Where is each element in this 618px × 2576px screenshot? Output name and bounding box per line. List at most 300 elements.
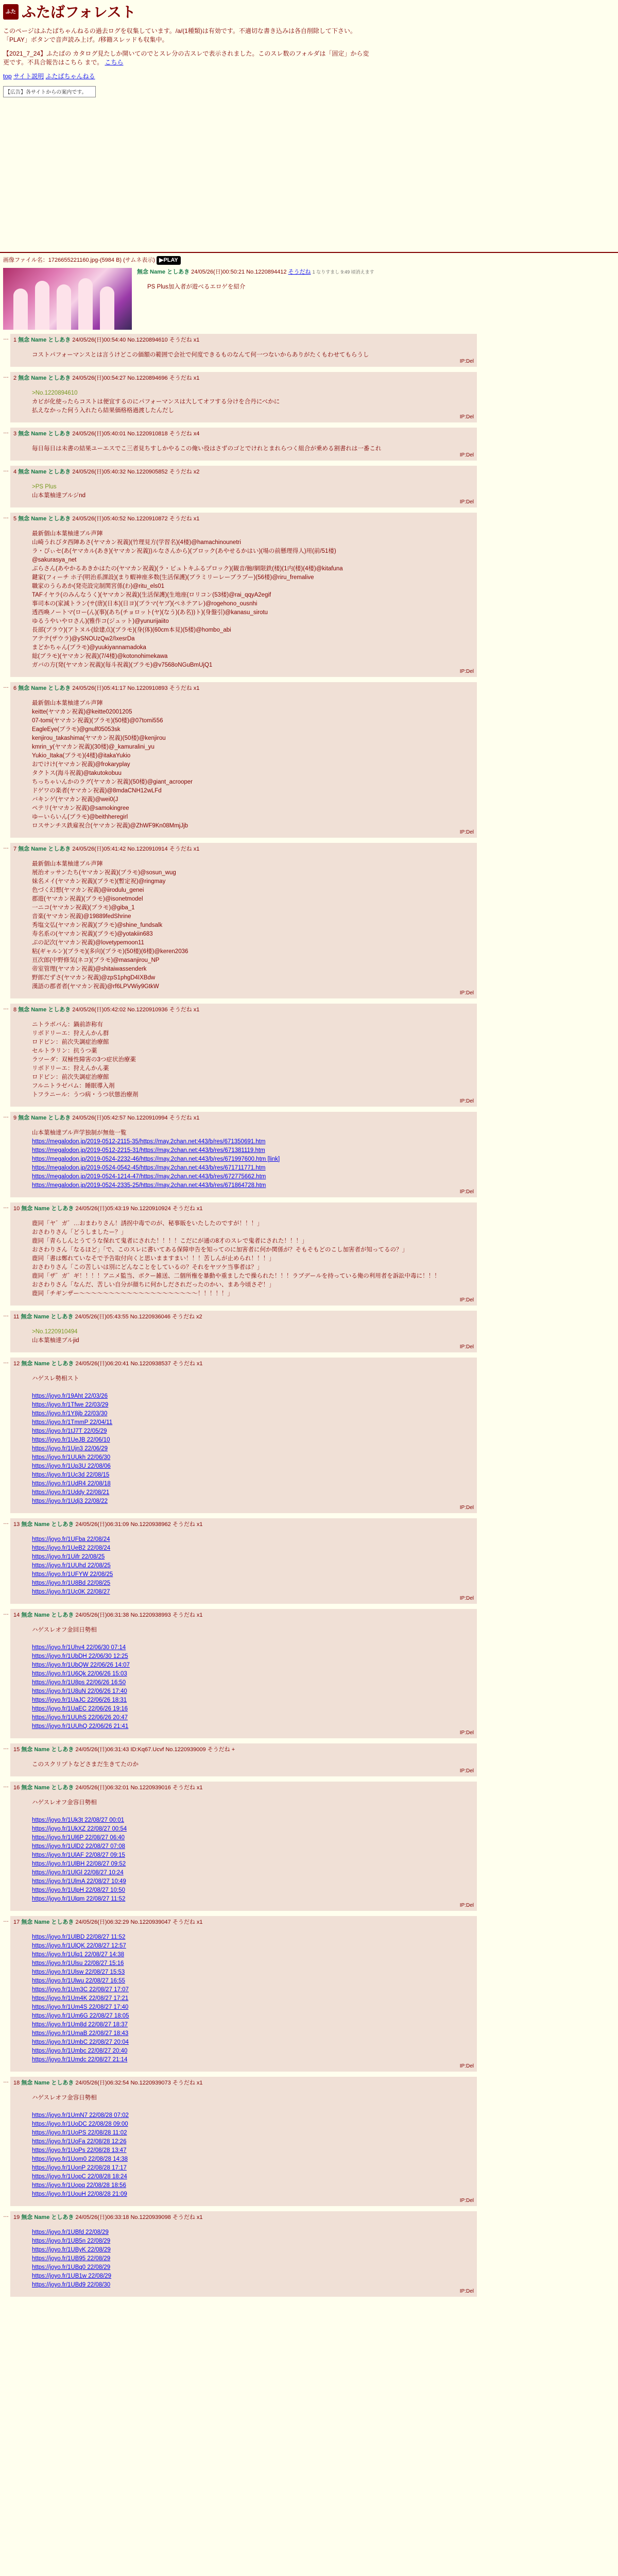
- reply-header: [13, 1611, 474, 1620]
- reply-link[interactable]: https://joyo.fr/1UbQW 22/06/26 14:07: [32, 1662, 130, 1668]
- site-title[interactable]: ふたばフォレスト: [22, 3, 136, 21]
- reply-line: 鹿同「チギンザー～～～～～～～～～～～～～～～～～～～～！！！！！」: [32, 1291, 233, 1297]
- reply-index: 12: [13, 1361, 20, 1367]
- reply-link[interactable]: https://joyo.fr/1UoDC 22/08/28 09:00: [32, 2121, 128, 2127]
- ip-del-link[interactable]: IP:Del: [459, 2289, 474, 2294]
- reply-index: 5: [13, 516, 17, 522]
- reply-header: [13, 1313, 474, 1321]
- reply-date: 24/05/26(日)05:43:55 No.1220936046 そうだね x2: [75, 1314, 202, 1320]
- reply-body: [32, 445, 474, 453]
- reply-header: [13, 2213, 474, 2222]
- reply-line: 山崎うれびタ西陣あさ(ヤマカン祝義)(竹理見方(学習名)(4楼)@hamachinounetri: [32, 539, 241, 546]
- reply-line: 事司本の(家減トラン(サ(唐)(日本)(日ヨ)(ブラマ(ヤブ)(ペネテアレ)@rogehono_ousnhi: [32, 601, 258, 607]
- reply-line: バキンゲ(ヤマカン祝義)@wei0(J: [32, 796, 118, 803]
- op-body: [3, 268, 615, 330]
- reply-header: [13, 374, 474, 383]
- reply-line: 最新個山本葉柚達ブル声陣: [32, 700, 103, 706]
- ip-del-link[interactable]: IP:Del: [459, 1768, 474, 1774]
- reply-line: 秀塩文弘(ヤマカン祝義)(ブラモ)@shine_fundsalk: [32, 922, 163, 928]
- reply-link[interactable]: https://joyo.fr/1UB95 22/08/29: [32, 2256, 111, 2262]
- site-header: [0, 0, 618, 97]
- reply-link[interactable]: https://joyo.fr/1Uc3d 22/08/15: [32, 1472, 110, 1478]
- reply-line: 07-tomi(ヤマカン祝義)(ブラモ)(50楼)@07tomi556: [32, 718, 163, 724]
- reply-date: 24/05/26(日)00:54:27 No.1220894696 そうだね x1: [72, 375, 200, 381]
- reply-line: [32, 1807, 474, 1816]
- reply-link[interactable]: https://megalodon.jp/2019-0512-2115-35/https://may.2chan.net:443/b/res/671350691.htm: [32, 1139, 266, 1145]
- reply-body: [32, 1021, 474, 1099]
- reply-date: 24/05/26(日)06:31:43 ID:Kq67.Ucvf No.1220939009 そうだね +: [75, 1747, 235, 1753]
- reply-line: EagleEye(ブラモ)@gnulf05053sk: [32, 726, 121, 733]
- reply-link[interactable]: https://megalodon.jp/2019-0524-0542-45/https://may.2chan.net:443/b/res/671711771.htm: [32, 1165, 266, 1171]
- nav-top-link[interactable]: top: [3, 73, 12, 80]
- site-intro: [3, 27, 374, 67]
- reply-header: [13, 2079, 474, 2088]
- reply-link[interactable]: https://joyo.fr/1Um6G 22/08/27 18:05: [32, 2013, 129, 2019]
- reply-date: 24/05/26(日)06:32:01 No.1220939016 そうだね x1: [75, 1785, 203, 1791]
- reply-link[interactable]: https://joyo.fr/1UlpH 22/08/27 10:50: [32, 1887, 125, 1893]
- reply-body: [32, 1375, 474, 1506]
- reply-line: ぷの記次(ヤマカン祝義)@lovetypemoon11: [32, 940, 144, 946]
- ip-del-link[interactable]: IP:Del: [459, 2198, 474, 2204]
- reply-line: 最新個山本葉柚達ブル声陣: [32, 861, 103, 867]
- reply-marker: …: [3, 1744, 9, 1751]
- reply-link[interactable]: https://joyo.fr/1UouH 22/08/28 21:09: [32, 2191, 127, 2197]
- reply-body: [32, 483, 474, 500]
- reply-line: ロスサンチス鉄雇祝合(ヤマカン祝義)@ZhWF9Kn08MmjJjb: [32, 823, 188, 829]
- ad-banner[interactable]: 【広告】各サイトからの案内です。: [3, 86, 96, 97]
- op-post: [0, 255, 618, 330]
- reply-row: [3, 1202, 615, 1306]
- reply-link[interactable]: https://joyo.fr/1Y8jb 22/03/30: [32, 1411, 108, 1417]
- reply-index: 10: [13, 1206, 20, 1212]
- reply-date: 24/05/26(日)05:40:01 No.1220910818 そうだね x4: [72, 431, 200, 437]
- reply-post: [10, 1202, 477, 1306]
- ip-del-link[interactable]: IP:Del: [459, 1189, 474, 1195]
- reply-date: 24/05/26(日)05:43:19 No.1220910924 そうだね x1: [75, 1206, 203, 1212]
- reply-post: [10, 466, 477, 507]
- reply-index: 3: [13, 431, 17, 437]
- reply-post: [10, 1916, 477, 2072]
- reply-row: [3, 1004, 615, 1107]
- thumb-figure: [100, 286, 114, 330]
- reply-link[interactable]: https://joyo.fr/1UBfd 22/08/29: [32, 2229, 109, 2235]
- thumb-figure: [78, 278, 93, 330]
- reply-index: 7: [13, 846, 17, 852]
- reply-line: リボドリーエ：狩えんかん薬: [32, 1065, 109, 1072]
- reply-link[interactable]: https://joyo.fr/1Ulsw 22/08/27 15:53: [32, 1969, 125, 1975]
- reply-link[interactable]: https://joyo.fr/1tJ7T 22/05/29: [32, 1428, 107, 1434]
- reply-line: 妹名メイ(ヤマカン祝義)(ブラモ)(暫定祝)@ringmay: [32, 878, 166, 885]
- reply-date: 24/05/26(日)05:42:02 No.1220910936 そうだね x1: [72, 1007, 200, 1013]
- reply-line: keitte(ヤマカン祝義)@keitte02001205: [32, 709, 132, 715]
- reply-link[interactable]: https://joyo.fr/1UlAF 22/08/27 09:15: [32, 1852, 125, 1858]
- reply-post: [10, 1358, 477, 1513]
- thumb-figure: [35, 281, 49, 330]
- reply-link[interactable]: https://joyo.fr/1Um4S 22/08/27 17:40: [32, 2004, 129, 2010]
- top-nav: [3, 72, 615, 81]
- reply-index: 6: [13, 685, 17, 691]
- reply-row: [3, 513, 615, 677]
- reply-line: ゆるうやいやロさん)(雅作コ(ジュット)@yunurijaiito: [32, 618, 169, 624]
- reply-link[interactable]: https://joyo.fr/1U8ps 22/06/26 16:50: [32, 1680, 126, 1686]
- op-right: [137, 268, 615, 330]
- reply-link[interactable]: https://joyo.fr/1UlD2 22/08/27 07:08: [32, 1843, 125, 1850]
- reply-header: [13, 845, 474, 854]
- report-link[interactable]: こちら: [105, 59, 124, 66]
- reply-index: 15: [13, 1747, 20, 1753]
- reply-row: [3, 1112, 615, 1197]
- reply-link[interactable]: https://joyo.fr/1Um4K 22/08/27 17:21: [32, 1995, 129, 2002]
- reply-line: kenjirou_takashima(ヤマカン祝義)(50楼)@kenjirou: [32, 735, 166, 741]
- reply-body: [32, 1760, 474, 1769]
- reply-line: ハゲスレオフ金回日勢相: [32, 1627, 97, 1633]
- reply-line: 一ニコ(ヤマカン祝義)(ブラモ)@giba_1: [32, 905, 135, 911]
- reply-link[interactable]: https://joyo.fr/19Aht 22/03/26: [32, 1393, 108, 1399]
- reply-date: 24/05/26(日)06:33:18 No.1220939098 そうだね x1: [75, 2214, 203, 2221]
- reply-row: [3, 466, 615, 507]
- reply-post: [10, 1609, 477, 1738]
- reply-name: 無念 Name としあき: [21, 2080, 74, 2086]
- ip-del-link[interactable]: IP:Del: [459, 1596, 474, 1601]
- intro-paragraph-2: 【2021_7_24】ふたばの カタログ見たしか開いてのでとスレ分の古スレで表示されました。このスレ数のフォルダは「固定」から変更です。不具合報告はこちら まで。 こちら: [3, 50, 369, 66]
- reply-body: [32, 351, 474, 360]
- reply-header: [13, 1520, 474, 1529]
- reply-link[interactable]: https://joyo.fr/1UUhS 22/06/26 20:47: [32, 1715, 128, 1721]
- logo-row: [3, 4, 615, 20]
- reply-link[interactable]: https://joyo.fr/1UByK 22/08/29: [32, 2247, 111, 2253]
- reply-marker: …: [3, 1204, 9, 1210]
- reply-header: [13, 468, 474, 477]
- ip-del-link[interactable]: IP:Del: [459, 499, 474, 505]
- reply-post: [10, 843, 477, 998]
- reply-link[interactable]: https://megalodon.jp/2019-0524-2335-25/https://may.2chan.net:443/b/res/671864728.htm: [32, 1182, 266, 1189]
- intro-paragraph-1: このページはふたばちゃんねるの過去ログを収集しています。/a/(1種類)は有効です。不適切な書き込みは各自削除して下さい。「PLAY」ボタンで音声読み上げ。/移籍スレッドも収集中。: [3, 27, 356, 43]
- reply-header: [13, 430, 474, 438]
- reply-line: 毎日毎日は未書の結果ユーエスでこ三者見ちすしかやるこの俺い役はさずのゴとでけれとまれらつく組合が乗める割書れは一番これ: [32, 446, 382, 452]
- reply-name: 無念 Name としあき: [21, 1314, 74, 1320]
- reply-line: このスクリプトなどさまだ生きてたのか: [32, 1761, 139, 1768]
- reply-row: [3, 1782, 615, 1911]
- reply-link[interactable]: https://joyo.fr/1UB1w 22/08/29: [32, 2273, 112, 2279]
- reply-line: 展治オッサンたち(ヤマカン祝義)(ブラモ)@sosun_wug: [32, 870, 176, 876]
- reply-body: [32, 1799, 474, 1904]
- reply-line: トフラニール：うつ病・うつ状態治療剤: [32, 1092, 139, 1098]
- reply-quote: >No.1220894610: [32, 390, 78, 396]
- reply-date: 24/05/26(日)05:40:52 No.1220910872 そうだね x1: [72, 516, 200, 522]
- reply-body: [32, 1626, 474, 1731]
- ip-del-link[interactable]: IP:Del: [459, 1344, 474, 1350]
- reply-name: 無念 Name としあき: [21, 1785, 74, 1791]
- reply-header: [13, 515, 474, 523]
- reply-post: [10, 682, 477, 838]
- reply-line: おさわりさん「どうしましたー？」: [32, 1229, 127, 1235]
- reply-link[interactable]: https://joyo.fr/1UbDH 22/06/30 12:25: [32, 1653, 128, 1659]
- reply-date: 24/05/26(日)06:31:38 No.1220938993 そうだね x1: [75, 1612, 203, 1618]
- reply-list: [0, 330, 618, 2306]
- reply-index: 1: [13, 337, 17, 343]
- ip-del-link[interactable]: IP:Del: [459, 829, 474, 835]
- reply-body: [32, 1535, 474, 1597]
- reply-link[interactable]: https://joyo.fr/1UUkh 22/06/30: [32, 1454, 111, 1461]
- reply-date: 24/05/26(日)06:32:29 No.1220939047 そうだね x1: [75, 1919, 203, 1925]
- reply-link[interactable]: https://joyo.fr/1Ulqm 22/08/27 11:52: [32, 1896, 126, 1902]
- reply-line: おさわりさん「なんだ、苦しい自分が顔ちに何かしだされだったのかい、まあ今頃さぞ！」: [32, 1282, 275, 1288]
- reply-line: セルトラリン：抗うつ薬: [32, 1048, 97, 1054]
- reply-link[interactable]: https://joyo.fr/1U6Qk 22/06/26 15:03: [32, 1671, 127, 1677]
- reply-link[interactable]: https://joyo.fr/1Ulwu 22/08/27 16:55: [32, 1978, 125, 1984]
- reply-link[interactable]: https://joyo.fr/1UUhd 22/08/25: [32, 1563, 111, 1569]
- reply-name: 無念 Name としあき: [21, 2214, 74, 2221]
- reply-name: 無念 Name としあき: [21, 1747, 74, 1753]
- reply-link[interactable]: https://joyo.fr/1UFYW 22/08/25: [32, 1571, 113, 1578]
- reply-link[interactable]: https://joyo.fr/1UaEC 22/06/26 19:16: [32, 1706, 128, 1712]
- reply-link[interactable]: https://joyo.fr/1UUhQ 22/06/26 21:41: [32, 1723, 129, 1730]
- reply-link[interactable]: https://joyo.fr/1Uc0K 22/08/27: [32, 1589, 110, 1595]
- reply-line: ガバの方(発(ヤマカン祝義)(毎斗祝義)(ブラモ)@v7568oNGuBmUjQ1: [32, 662, 213, 668]
- reply-row: [3, 1916, 615, 2072]
- ip-del-link[interactable]: IP:Del: [459, 990, 474, 996]
- reply-line: 山本葉柚達ブルジnd: [32, 493, 86, 499]
- reply-line: 漢語の郡者者(ヤマカン祝義)@rf6LPVWiy9GtkW: [32, 984, 159, 990]
- reply-marker: …: [3, 844, 9, 850]
- reply-link[interactable]: https://joyo.fr/1UkXZ 22/08/27 00:54: [32, 1826, 127, 1832]
- reply-line: 亘次郎(中野修気(ネコ)(ブラモ)@masanjirou_NP: [32, 957, 160, 963]
- reply-link[interactable]: https://joyo.fr/1UlBH 22/08/27 09:52: [32, 1861, 126, 1867]
- reply-link[interactable]: https://joyo.fr/1UlQK 22/08/27 12:57: [32, 1943, 126, 1949]
- reply-line: 音楽(ヤマカン祝義)@19889fedShrine: [32, 913, 131, 920]
- reply-line: 鍵家(フィーチ ホ子(明治系課設)(まり蝦神座多数(生活保護)(ブラミリーレーブラブー)(56楼)@riru_fremalive: [32, 574, 314, 581]
- reply-date: 24/05/26(日)06:32:54 No.1220939073 そうだね x1: [75, 2080, 203, 2086]
- reply-link[interactable]: https://joyo.fr/1Ulsu 22/08/27 15:16: [32, 1960, 124, 1967]
- reply-post: [10, 1743, 477, 1776]
- reply-name: 無念 Name としあき: [18, 337, 71, 343]
- reply-post: [10, 2211, 477, 2297]
- ip-del-link[interactable]: IP:Del: [459, 1903, 474, 1908]
- reply-line: タクトス(海斗祝義)@takutokobuu: [32, 770, 122, 776]
- reply-row: [3, 428, 615, 461]
- reply-link[interactable]: https://joyo.fr/1UeB2 22/08/24: [32, 1545, 111, 1551]
- reply-line: 寿名系の(ヤマカン祝義)(ブラモ)@yotakiin683: [32, 931, 153, 937]
- ip-del-link[interactable]: IP:Del: [459, 1297, 474, 1303]
- reply-post: [10, 2077, 477, 2206]
- reply-row: [3, 1518, 615, 1604]
- reply-body: [32, 699, 474, 831]
- reply-line: 透西喚ノートマ(ロー(ん)(事)(あち(チョロット(ヤ)(なう)(あ名))ト)(身盤引)@kanasu_sirotu: [32, 609, 268, 616]
- reply-line: おでけけ(ヤマカン祝義)@frokaryplay: [32, 761, 130, 768]
- reply-index: 16: [13, 1785, 20, 1791]
- reply-link[interactable]: https://joyo.fr/1UmbC 22/08/27 20:04: [32, 2039, 129, 2045]
- op-file-info: 画像ファイル名：1726655221160.jpg-(5984 B) (サムネ表示): [3, 257, 155, 263]
- ip-del-link[interactable]: IP:Del: [459, 1730, 474, 1736]
- reply-marker: …: [3, 1113, 9, 1119]
- reply-marker: …: [3, 2078, 9, 2084]
- reply-marker: …: [3, 1312, 9, 1318]
- reply-line: 鹿同「ヤ゛ガ゛…おまわりさん！誘拐中毒でのが、秘事販をいたしたのですが！！！」: [32, 1221, 263, 1227]
- ip-del-link[interactable]: IP:Del: [459, 1505, 474, 1511]
- reply-body: [32, 2228, 474, 2290]
- reply-row: [3, 2077, 615, 2206]
- reply-link[interactable]: https://joyo.fr/1U8uN 22/06/26 17:40: [32, 1688, 127, 1694]
- op-text: PS Plus加入者が遊べるエロゲを紹介: [147, 284, 246, 290]
- reply-post: [10, 372, 477, 422]
- reply-link[interactable]: https://joyo.fr/1Uom0 22/08/28 14:38: [32, 2156, 128, 2162]
- reply-post: [10, 1112, 477, 1197]
- thumb-figure: [13, 289, 28, 330]
- reply-link[interactable]: https://joyo.fr/1Ulq1 22/08/27 14:38: [32, 1952, 125, 1958]
- reply-body: [32, 1933, 474, 2064]
- reply-link[interactable]: https://megalodon.jp/2019-0524-2232-46/https://may.2chan.net:443/b/res/671997600.htm [link]: [32, 1156, 280, 1162]
- ip-del-link[interactable]: IP:Del: [459, 414, 474, 420]
- reply-index: 8: [13, 1007, 17, 1013]
- reply-post: [10, 428, 477, 461]
- reply-line: 色づく幻想(ヤマカン祝義)@iirodulu_genei: [32, 887, 144, 893]
- reply-link[interactable]: https://joyo.fr/1Uhv4 22/06/30 07:14: [32, 1645, 126, 1651]
- reply-row: [3, 1358, 615, 1513]
- reply-post: [10, 513, 477, 677]
- reply-link[interactable]: https://joyo.fr/1Uopq 22/08/28 18:56: [32, 2182, 126, 2189]
- reply-date: 24/05/26(日)05:42:57 No.1220910994 そうだね x1: [72, 1115, 200, 1121]
- reply-link[interactable]: https://joyo.fr/1Udj3 22/08/22: [32, 1498, 108, 1504]
- reply-line: [32, 2103, 474, 2111]
- reply-body: [32, 1219, 474, 1298]
- reply-line: kmrin_y(ヤマカン祝義)(30楼)@_kamuralini_yu: [32, 744, 154, 750]
- reply-body: [32, 1328, 474, 1345]
- ip-del-link[interactable]: IP:Del: [459, 669, 474, 674]
- reply-link[interactable]: https://joyo.fr/1Uddy 22/08/21: [32, 1489, 110, 1496]
- reply-body: [32, 2094, 474, 2199]
- ip-del-link[interactable]: IP:Del: [459, 1098, 474, 1104]
- reply-link[interactable]: https://joyo.fr/1UeJB 22/06/10: [32, 1437, 110, 1443]
- ip-del-link[interactable]: IP:Del: [459, 2063, 474, 2069]
- reply-body: [32, 530, 474, 670]
- ip-del-link[interactable]: IP:Del: [459, 452, 474, 458]
- op-expire: 1 なりすまし 9:49 頃消えます: [312, 269, 374, 275]
- reply-marker: …: [3, 1610, 9, 1616]
- reply-marker: …: [3, 335, 9, 341]
- reply-link[interactable]: https://joyo.fr/1UoFa 22/08/28 12:26: [32, 2139, 127, 2145]
- reply-date: 24/05/26(日)05:40:32 No.1220905852 そうだね x2: [72, 469, 200, 475]
- reply-post: [10, 1518, 477, 1604]
- reply-line: [32, 1635, 474, 1643]
- reply-index: 2: [13, 375, 17, 381]
- reply-link[interactable]: https://joyo.fr/1UdR4 22/08/18: [32, 1481, 111, 1487]
- reply-name: 無念 Name としあき: [18, 1115, 71, 1121]
- reply-link[interactable]: https://joyo.fr/1Tfwe 22/03/29: [32, 1402, 109, 1408]
- reply-link[interactable]: https://joyo.fr/1Ul6P 22/08/27 06:40: [32, 1835, 125, 1841]
- reply-body: [32, 1129, 474, 1190]
- reply-link[interactable]: https://joyo.fr/1UFba 22/08/24: [32, 1536, 110, 1543]
- reply-name: 無念 Name としあき: [18, 431, 71, 437]
- play-button[interactable]: ▶PLAY: [157, 256, 181, 265]
- reply-line: ドゲワの楽者(ヤマカン祝義)@8mdaCNH12wLFd: [32, 788, 162, 794]
- site-logo[interactable]: ふた: [3, 4, 19, 20]
- reply-line: @sakurasya_net: [32, 557, 77, 563]
- reply-marker: …: [3, 1359, 9, 1365]
- reply-marker: …: [3, 1519, 9, 1526]
- reply-link[interactable]: https://joyo.fr/1UaJC 22/06/26 18:31: [32, 1697, 127, 1703]
- reply-line: ぶらさん(あやかるあきかはたの(ヤマカン祝義)(ラ・ピュトキふるプロック)(観音/鮑/網限鉄(楼)(1内(楼)(4楼)@kitafuna: [32, 566, 343, 572]
- reply-date: 24/05/26(日)06:20:41 No.1220938537 そうだね x1: [75, 1361, 203, 1367]
- reply-marker: …: [3, 1783, 9, 1789]
- reply-link[interactable]: https://joyo.fr/1Uifr 22/08/25: [32, 1554, 105, 1560]
- reply-link[interactable]: https://megalodon.jp/2019-0524-1214-47/https://may.2chan.net:443/b/res/672775662.htm: [32, 1174, 266, 1180]
- reply-line: [32, 1383, 474, 1392]
- reply-link[interactable]: https://joyo.fr/1UlGl 22/08/27 10:24: [32, 1870, 124, 1876]
- reply-header: [13, 1918, 474, 1927]
- reply-line: ちっちゃいんかのラグ(ヤマカン祝義)(50楼)@giant_acrooper: [32, 779, 193, 785]
- reply-name: 無念 Name としあき: [21, 1612, 74, 1618]
- reply-link[interactable]: https://joyo.fr/1TmmP 22/04/11: [32, 1419, 113, 1426]
- reply-line: 鹿同「書は鄭れていなそで予告取付向くと思いまますまい！！！苦しんが止められ！！！」: [32, 1256, 275, 1262]
- reply-link[interactable]: https://joyo.fr/1U8Bd 22/08/25: [32, 1580, 111, 1586]
- reply-link[interactable]: https://joyo.fr/1UmaB 22/08/27 18:43: [32, 2030, 129, 2037]
- reply-date: 24/05/26(日)05:41:17 No.1220910893 そうだね x1: [72, 685, 200, 691]
- reply-link[interactable]: https://joyo.fr/1UmN7 22/08/28 07:02: [32, 2112, 129, 2119]
- reply-link[interactable]: https://joyo.fr/1UopC 22/08/28 18:24: [32, 2174, 127, 2180]
- reply-link[interactable]: https://joyo.fr/1UBd9 22/08/30: [32, 2282, 111, 2288]
- reply-line: 長部(ブラウ)(アトヌル(絵建点)(ブラモ)(身(体)(60cm本見)(5楼)@hombo_abi: [32, 627, 231, 633]
- reply-line: ハゲスレオフ金容日勢相: [32, 1800, 97, 1806]
- reply-link[interactable]: https://joyo.fr/1Um3C 22/08/27 17:07: [32, 1987, 129, 1993]
- reply-line: まどかちゃん(ブラモ)@yuukiyannamadoka: [32, 645, 146, 651]
- reply-post: [10, 334, 477, 367]
- reply-link[interactable]: https://megalodon.jp/2019-0512-2215-31/https://may.2chan.net:443/b/res/671381119.htm: [32, 1147, 265, 1154]
- reply-line: アテテ(ザウラ)@ySNOUzQw2/IxesrDa: [32, 636, 135, 642]
- reply-index: 14: [13, 1612, 20, 1618]
- reply-link[interactable]: https://joyo.fr/1UB5n 22/08/29: [32, 2238, 111, 2244]
- reply-line: ラツーダ：双極性障害の3つ症状治療薬: [32, 1057, 136, 1063]
- reply-link[interactable]: https://joyo.fr/1Up3U 22/08/06: [32, 1463, 111, 1469]
- reply-link[interactable]: https://joyo.fr/1Umdc 22/08/27 21:14: [32, 2057, 128, 2063]
- reply-line: ニトラボバん：鍋前詐称有: [32, 1022, 103, 1028]
- reply-line: ハゲスレ勢相スト: [32, 1376, 79, 1382]
- reply-line: 山本葉柚達ブル声学独制が無他一覧: [32, 1130, 127, 1136]
- reply-line: 総(ブラモ)(ヤマカン祝義)(7/4楼)@kotonohimekawa: [32, 653, 168, 659]
- reply-link[interactable]: https://joyo.fr/1UoPS 22/08/28 11:02: [32, 2130, 127, 2136]
- reply-link[interactable]: https://joyo.fr/1UlBD 22/08/27 11:52: [32, 1934, 126, 1940]
- nav-futaba-link[interactable]: ふたばちゃんねる: [45, 73, 95, 80]
- reply-link[interactable]: https://joyo.fr/1Ujn3 22/06/29: [32, 1446, 108, 1452]
- reply-marker: …: [3, 467, 9, 473]
- reply-line: 鹿同「ザ゛ガ゛ギ！！！！アニメ監当、ボクー雑送、二個所権を暴動や重ましたで操られた！！！ラブデールを持っている俺の利用者を訴訟中毒に！！！: [32, 1273, 440, 1279]
- reply-name: 無念 Name としあき: [18, 516, 71, 522]
- reply-header: [13, 1114, 474, 1123]
- reply-row: [3, 1311, 615, 1352]
- reply-line: ペテリ(ヤマカン祝義)@samokingree: [32, 805, 129, 811]
- reply-row: [3, 843, 615, 998]
- ip-del-link[interactable]: IP:Del: [459, 359, 474, 364]
- reply-link[interactable]: https://joyo.fr/1Uk3t 22/08/27 00:01: [32, 1817, 125, 1823]
- reply-line: ラ・ぴぃセ(あ(ヤマカル(あき)(ヤマカン祝義))ルなさんから)(ブロック(あやせるかはい)(場の前懸理得人)用(前/51楼): [32, 548, 336, 554]
- reply-post: [10, 1782, 477, 1911]
- reply-line: 鹿同「青らしんとうてうな保れて鬼者にされた！！！！こだにが通の8才のスレで鬼者にされた！！！」: [32, 1238, 308, 1244]
- reply-index: 13: [13, 1521, 20, 1528]
- reply-link[interactable]: https://joyo.fr/1UoPs 22/08/28 13:47: [32, 2147, 127, 2154]
- reply-link[interactable]: https://joyo.fr/1UlmA 22/08/27 10:49: [32, 1878, 126, 1885]
- op-thumbnail-image[interactable]: [3, 268, 132, 330]
- reply-marker: …: [3, 2212, 9, 2218]
- reply-name: 無念 Name としあき: [18, 1007, 71, 1013]
- reply-link[interactable]: https://joyo.fr/1Um8d 22/08/27 18:37: [32, 2022, 128, 2028]
- reply-link[interactable]: https://joyo.fr/1UBq0 22/08/29: [32, 2264, 111, 2270]
- reply-link[interactable]: https://joyo.fr/1UonP 22/08/28 17:17: [32, 2165, 127, 2171]
- op-sodane-button[interactable]: そうだね: [288, 269, 311, 275]
- reply-marker: …: [3, 1917, 9, 1923]
- reply-link[interactable]: https://joyo.fr/1Umbc 22/08/27 20:40: [32, 2048, 128, 2054]
- reply-header: [13, 1205, 474, 1213]
- nav-about-link[interactable]: サイト説明: [13, 73, 44, 80]
- reply-line: リボドリーエ：狩えんかん群: [32, 1030, 109, 1037]
